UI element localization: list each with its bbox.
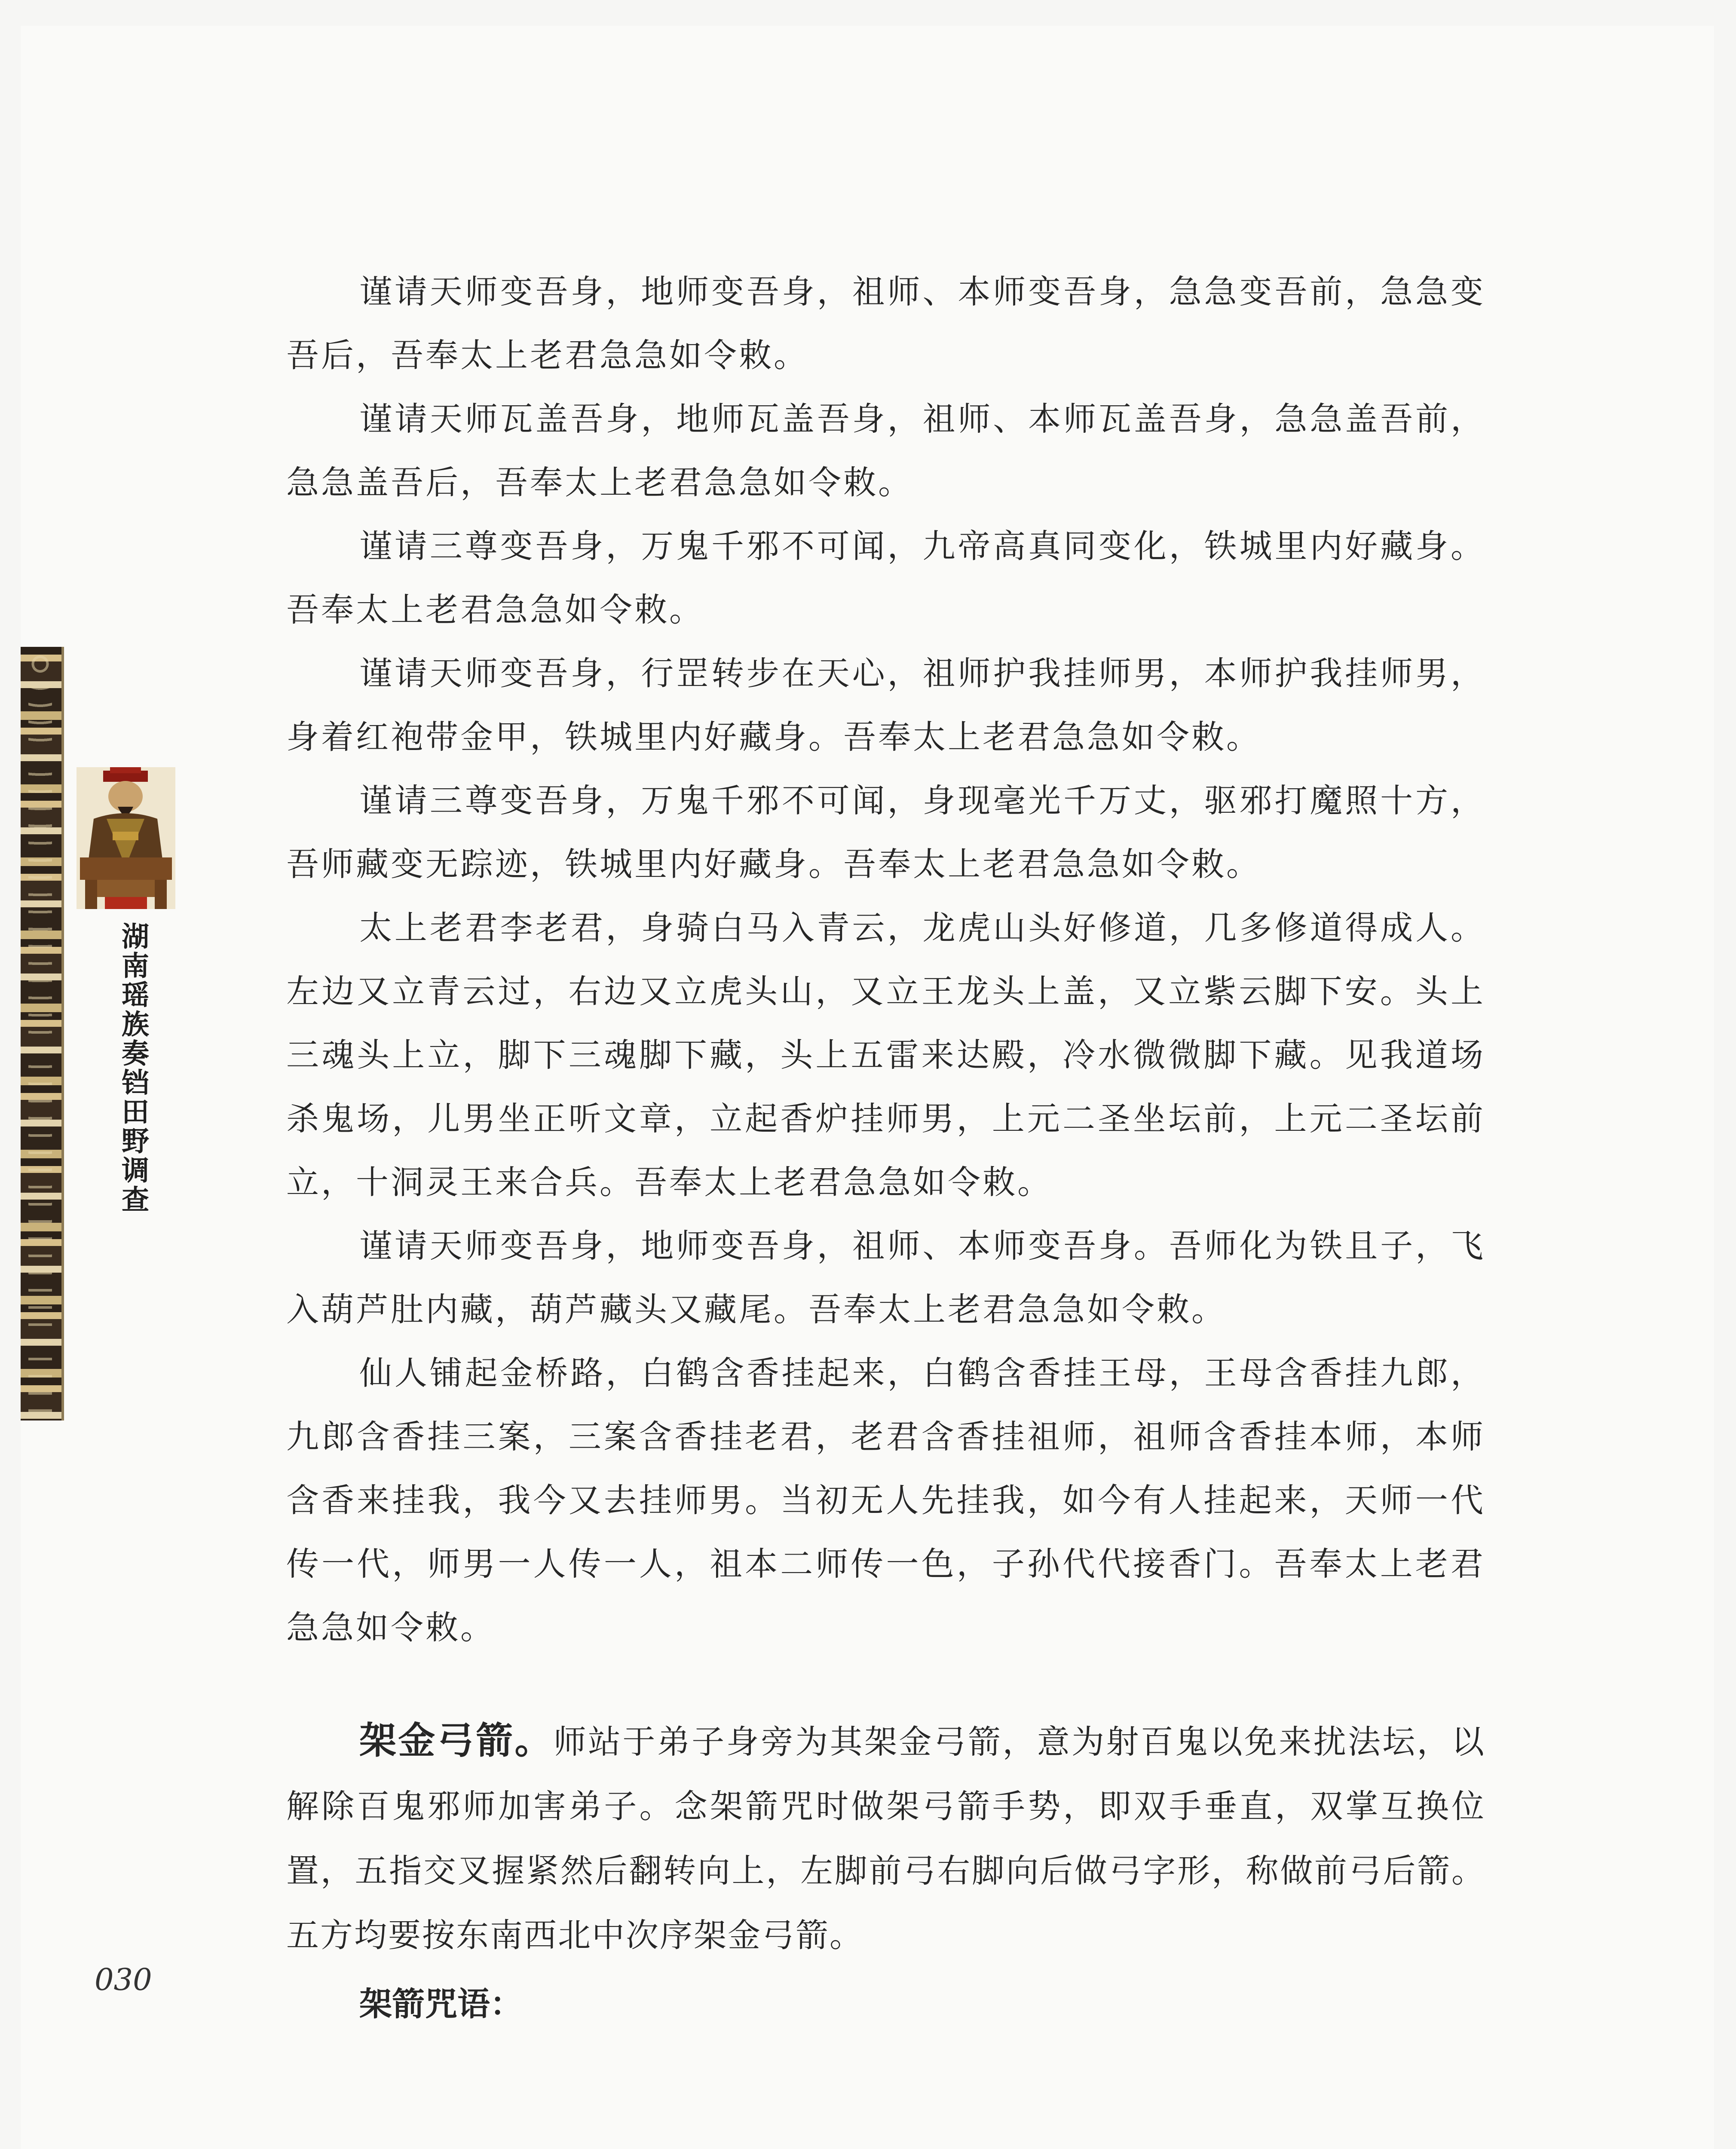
decorative-pattern-band bbox=[21, 647, 64, 1420]
paragraph: 谨请三尊变吾身，万鬼千邪不可闻，九帝高真同变化，铁城里内好藏身。吾奉太上老君急急如令敕。 bbox=[286, 527, 1485, 629]
spell-label: 架箭咒语： bbox=[359, 1985, 523, 2023]
section-jia-jin-gong-jian bbox=[286, 1708, 1485, 2036]
paragraph: 太上老君李老君，身骑白马入青云，龙虎山头好修道，几多修道得成人。左边又立青云过，右边又立虎头山，又立王龙头上盖，又立紫云脚下安。头上三魂头上立，脚下三魂脚下藏，头上五雷来达殿，冷水微微脚下藏。见我道场杀鬼场，儿男坐正听文章，立起香炉挂师男，上元二圣坐坛前，上元二圣坛前立，十洞灵王来合兵。吾奉太上老君急急如令敕。 bbox=[286, 909, 1485, 1201]
seated-deity-portrait-icon bbox=[77, 767, 175, 909]
section-body: 师站于弟子身旁为其架金弓箭，意为射百鬼以免来扰法坛，以解除百鬼邪师加害弟子。念架箭咒时做架弓箭手势，即双手垂直，双掌互换位置，五指交叉握紧然后翻转向上，左脚前弓右脚向后做弓字形，称做前弓后箭。五方均要按东南西北中次序架金弓箭。 bbox=[286, 1723, 1486, 1954]
paragraph: 谨请三尊变吾身，万鬼千邪不可闻，身现毫光千万丈，驱邪打魔照十方，吾师藏变无踪迹，铁城里内好藏身。吾奉太上老君急急如令敕。 bbox=[286, 781, 1485, 883]
page-number: 030 bbox=[95, 1962, 152, 1997]
paragraph: 谨请天师变吾身，地师变吾身，祖师、本师变吾身。吾师化为铁且子，飞入葫芦肚内藏，葫芦藏头又藏尾。吾奉太上老君急急如令敕。 bbox=[286, 1227, 1485, 1329]
paragraph: 谨请天师变吾身，行罡转步在天心，祖师护我挂师男，本师护我挂师男，身着红袍带金甲，铁城里内好藏身。吾奉太上老君急急如令敕。 bbox=[286, 654, 1485, 756]
sidebar bbox=[21, 647, 175, 1997]
paragraph: 谨请天师变吾身，地师变吾身，祖师、本师变吾身，急急变吾前，急急变吾后，吾奉太上老君急急如令敕。 bbox=[286, 272, 1485, 374]
paragraph: 谨请天师瓦盖吾身，地师瓦盖吾身，祖师、本师瓦盖吾身，急急盖吾前，急急盖吾后，吾奉太上老君急急如令敕。 bbox=[286, 400, 1485, 502]
section-paragraph bbox=[286, 1708, 1485, 1968]
paragraph: 仙人铺起金桥路，白鹤含香挂起来，白鹤含香挂王母，王母含香挂九郎，九郎含香挂三案，三案含香挂老君，老君含香挂祖师，祖师含香挂本师，本师含香来挂我，我今又去挂师男。当初无人先挂我，如今有人挂起来，天师一代传一代，师男一人传一人，祖本二师传一色，子孙代代接香门。吾奉太上老君急急如令敕。 bbox=[286, 1354, 1485, 1647]
book-title: 湖南瑶族奏铛田野调查 bbox=[117, 922, 149, 1214]
incantation-list bbox=[286, 260, 1485, 1659]
section-title: 架金弓箭。 bbox=[359, 1719, 554, 1762]
